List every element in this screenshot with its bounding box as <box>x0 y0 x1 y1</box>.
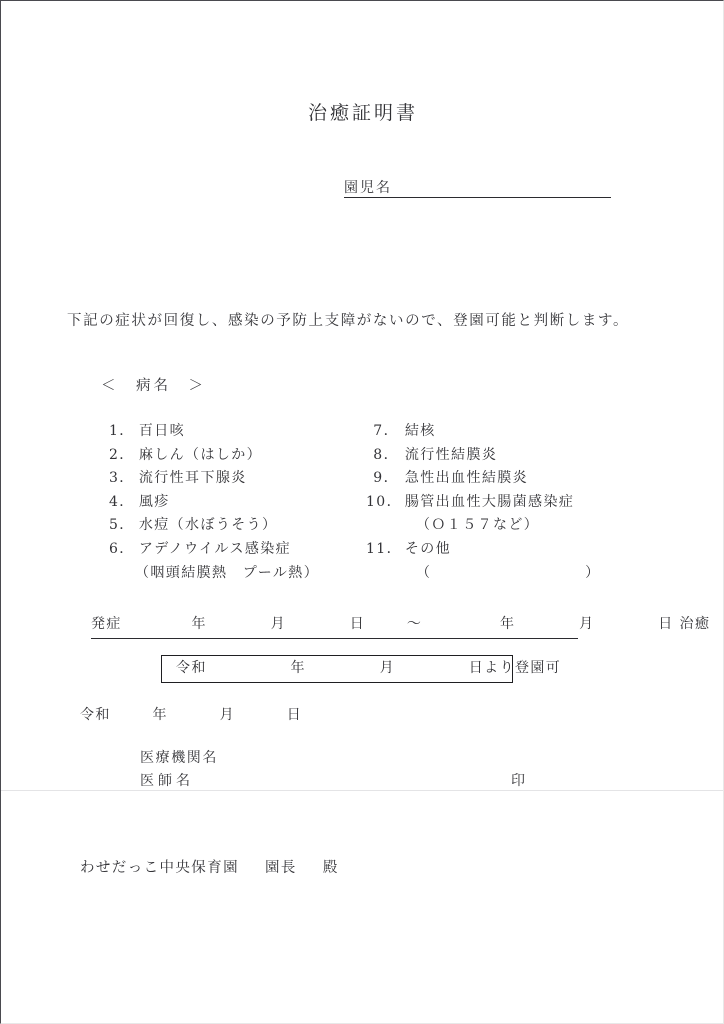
page-fold-divider <box>1 790 724 791</box>
disease-list-right <box>366 420 601 585</box>
list-item <box>109 491 319 515</box>
disease-number: 7． <box>373 423 399 439</box>
range-tilde: ～ <box>406 616 423 632</box>
issue-month-unit: 月 <box>219 707 236 723</box>
disease-name: 流行性結膜炎 <box>404 446 498 463</box>
disease-name: その他 <box>404 540 452 557</box>
disease-number: 2． <box>109 446 135 463</box>
other-disease-write-field <box>366 562 601 586</box>
onset-day-unit: 日 <box>349 616 366 632</box>
disease-name: 腸管出血性大腸菌感染症 <box>404 493 575 510</box>
disease-number: 10． <box>366 493 403 510</box>
child-name-field <box>344 177 612 199</box>
disease-name: 百日咳 <box>138 423 186 439</box>
list-item <box>366 491 601 515</box>
list-item <box>109 538 319 562</box>
seal-label: 印 <box>511 773 525 789</box>
disease-number: 6． <box>109 540 135 557</box>
disease-number: 11． <box>366 540 403 557</box>
addressee-line <box>80 856 339 877</box>
addressee-honorific: 殿 <box>322 860 339 876</box>
attendance-permission-box <box>161 655 562 683</box>
recovery-month-unit: 月 <box>579 616 595 632</box>
list-item <box>109 420 319 444</box>
doctor-name-label: 医師名 <box>140 773 194 789</box>
issue-era: 令和 <box>80 707 111 723</box>
paren-close: ） <box>585 564 601 581</box>
disease-name: アデノウイルス感染症 <box>138 540 292 557</box>
onset-recovery-line <box>91 613 711 639</box>
disease-number: 9． <box>373 470 399 487</box>
child-name-write-rule <box>344 197 611 198</box>
recovery-label: 治癒 <box>679 616 711 632</box>
permit-month-unit: 月 <box>379 660 396 676</box>
disease-name: 水痘（水ぼうそう） <box>138 517 278 534</box>
addressee-role: 園長 <box>265 860 297 876</box>
recovery-day-unit: 日 <box>658 616 674 632</box>
disease-name: 急性出血性結膜炎 <box>404 470 529 487</box>
onset-label: 発症 <box>91 616 122 632</box>
disease-number: 4． <box>109 493 135 510</box>
list-item <box>109 514 319 538</box>
disease-name: 風疹 <box>138 493 170 510</box>
page-title: 治癒証明書 <box>307 102 418 124</box>
list-item <box>366 420 601 444</box>
disease-subnote: （Ｏ１５７など） <box>416 517 540 534</box>
list-item <box>109 467 319 491</box>
permit-year-unit: 年 <box>290 660 306 676</box>
disease-section-header: ＜ 病名 ＞ <box>101 378 206 394</box>
clinic-name-label: 医療機関名 <box>140 750 218 766</box>
issue-year-unit: 年 <box>152 707 168 723</box>
child-name-label: 園児名 <box>344 180 392 196</box>
disease-subnote: （咽頭結膜熱 プール熱） <box>135 564 320 581</box>
disease-name: 麻しん（はしか） <box>138 446 263 463</box>
disease-number: 1． <box>109 423 135 439</box>
certification-statement: 下記の症状が回復し、感染の予防上支障がないので、登園可能と判断します。 <box>67 313 630 329</box>
permit-day-text: 日より登園可 <box>468 660 562 676</box>
recovery-year-unit: 年 <box>500 616 516 632</box>
school-name: わせだっこ中央保育園 <box>80 860 239 876</box>
list-item <box>366 444 601 468</box>
disease-name: 流行性耳下腺炎 <box>138 470 247 487</box>
paren-open: （ <box>416 564 432 581</box>
disease-number: 5． <box>109 517 135 534</box>
onset-month-unit: 月 <box>270 616 287 632</box>
disease-list-left <box>109 420 319 585</box>
disease-number: 3． <box>109 470 135 487</box>
doctor-name-row <box>140 770 525 790</box>
issue-day-unit: 日 <box>286 707 303 723</box>
onset-year-unit: 年 <box>191 616 207 632</box>
list-item <box>366 538 601 562</box>
permit-era: 令和 <box>176 660 207 676</box>
list-item <box>366 467 601 491</box>
list-item <box>109 444 319 468</box>
disease-number: 8． <box>373 446 399 463</box>
issue-date-line <box>80 704 302 724</box>
disease-name: 結核 <box>404 423 436 439</box>
